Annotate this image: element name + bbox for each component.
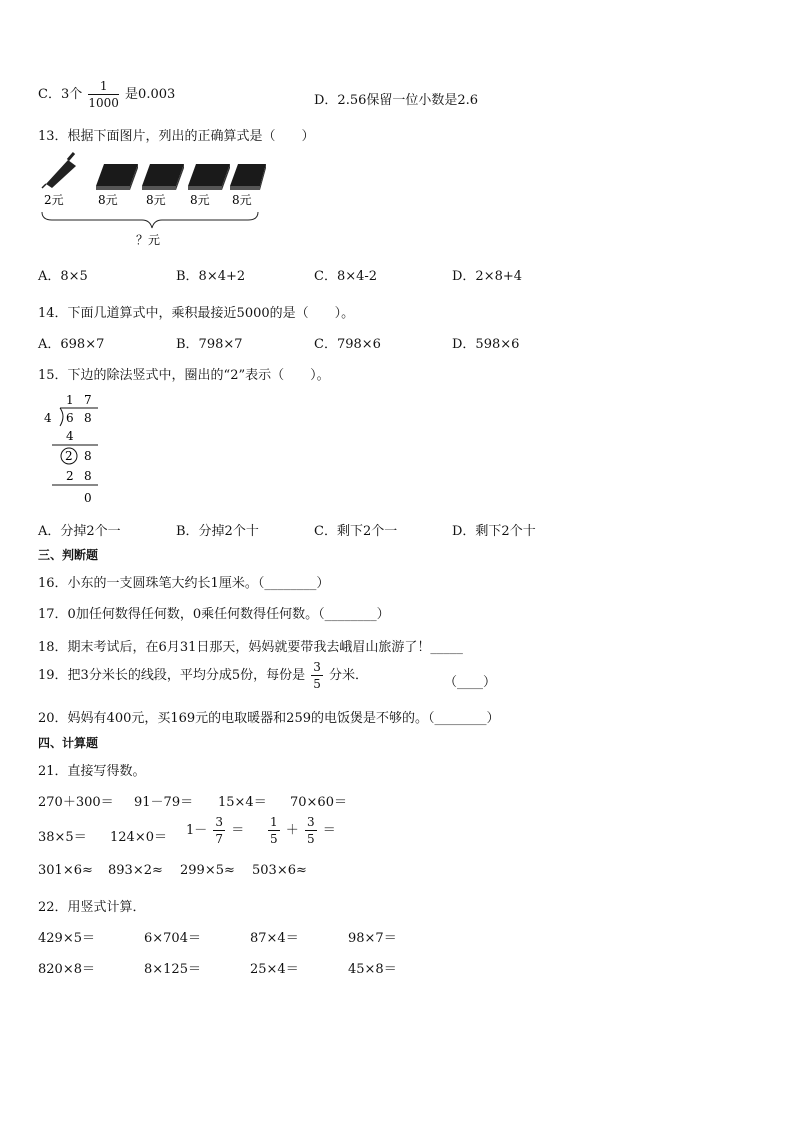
q19-prefix: 19．把3分米长的线段，平均分成5份，每份是 <box>38 668 306 683</box>
q15-option-c: C．剩下2个一 <box>314 524 398 539</box>
q15-stem: 15．下边的除法竖式中，圈出的“2”表示（ ）。 <box>38 368 330 383</box>
dividend-digit: 8 <box>84 411 92 425</box>
q17: 17．0加任何数得任何数，0乘任何数得任何数。（________） <box>38 607 390 622</box>
q21-item: 503×6≈ <box>252 863 307 878</box>
fraction-numerator: 1 <box>270 815 278 829</box>
step2-digit: 2 <box>66 469 74 483</box>
step2-digit: 8 <box>84 469 92 483</box>
section-title-calculation: 四、计算题 <box>38 736 99 750</box>
q18: 18．期末考试后，在6月31日那天，妈妈就要带我去峨眉山旅游了！_____ <box>38 640 463 655</box>
q21-item: 270＋300＝ <box>38 795 114 810</box>
quotient-digit: 1 <box>66 393 74 407</box>
q15-option-b: B．分掉2个十 <box>176 524 259 539</box>
price-label: 8元 <box>190 193 210 207</box>
book-icon <box>188 164 230 190</box>
q21-item: 38×5＝ <box>38 830 87 845</box>
q21-item: 299×5≈ <box>180 863 235 878</box>
q13-option-d: D．2×8+4 <box>452 269 523 284</box>
section-title-judgement: 三、判断题 <box>38 548 99 562</box>
q16: 16．小东的一支圆珠笔大约长1厘米。（________） <box>38 576 330 591</box>
fraction-denominator: 7 <box>215 832 224 846</box>
remainder-digit: 8 <box>84 449 92 463</box>
fraction-numerator: 3 <box>306 815 315 829</box>
q22-item: 87×4＝ <box>250 931 299 946</box>
q15-option-a: A．分掉2个一 <box>38 524 121 539</box>
q21-item: 893×2≈ <box>108 863 163 878</box>
q15-option-d: D．剩下2个十 <box>452 524 536 539</box>
q12-option-c-fraction <box>88 80 119 109</box>
q12-option-c <box>38 80 175 109</box>
book-icon <box>142 164 184 190</box>
q22-item: 6×704＝ <box>144 931 201 946</box>
long-division <box>38 390 108 508</box>
q19 <box>38 661 368 690</box>
step1-product: 4 <box>66 429 74 443</box>
q22-item: 820×8＝ <box>38 962 95 977</box>
q22-item: 98×7＝ <box>348 931 397 946</box>
q21-stem: 21．直接写得数。 <box>38 764 146 779</box>
fraction <box>305 816 317 845</box>
q13-option-b: B．8×4+2 <box>176 269 246 284</box>
fraction-denominator: 5 <box>306 832 315 846</box>
book-icon <box>230 164 266 190</box>
fraction-denominator: 5 <box>270 832 278 846</box>
fraction <box>268 816 280 845</box>
final-remainder: 0 <box>84 491 92 505</box>
q21-item: 70×60＝ <box>290 795 347 810</box>
q22-stem: 22．用竖式计算． <box>38 900 146 915</box>
expr-suffix: ＝ <box>322 823 336 838</box>
q13-option-a: A．8×5 <box>38 269 88 284</box>
total-label: ？元 <box>136 233 161 247</box>
divisor: 4 <box>44 411 52 425</box>
price-label: 8元 <box>146 193 166 207</box>
q22-item: 8×125＝ <box>144 962 201 977</box>
q13-stem: 13．根据下面图片，列出的正确算式是（ ） <box>38 129 315 144</box>
q13-option-c: C．8×4-2 <box>314 269 378 284</box>
fraction <box>213 816 225 845</box>
remainder-digit: 2 <box>65 449 73 463</box>
q14-option-c: C．798×6 <box>314 337 381 352</box>
q21-item: 124×0＝ <box>110 830 167 845</box>
price-label: 8元 <box>232 193 252 207</box>
q21-item-fraction-sum <box>266 816 336 845</box>
total-brace <box>42 212 258 228</box>
expr-prefix: 1－ <box>186 823 208 838</box>
book-icon <box>96 164 138 190</box>
q20: 20．妈妈有400元，买169元的电取暖器和259的电饭煲是不够的。（________） <box>38 711 500 726</box>
q21-item: 301×6≈ <box>38 863 93 878</box>
q21-item: 15×4＝ <box>218 795 267 810</box>
q14-option-d: D．598×6 <box>452 337 520 352</box>
dividend-digit: 6 <box>66 411 74 425</box>
q22-item: 25×4＝ <box>250 962 299 977</box>
price-label: 2元 <box>44 193 64 207</box>
q12-option-c-suffix: 是0.003 <box>125 87 176 102</box>
plus-sign: ＋ <box>285 823 299 838</box>
q14-stem: 14．下面几道算式中，乘积最接近5000的是（ ）。 <box>38 306 355 321</box>
q19-suffix: 分米． <box>329 668 369 683</box>
q22-item: 45×8＝ <box>348 962 397 977</box>
q12-option-d: D．2.56保留一位小数是2.6 <box>314 93 479 108</box>
quotient-digit: 7 <box>84 393 92 407</box>
fraction-numerator: 1 <box>88 80 119 95</box>
pen-icon <box>42 153 76 188</box>
fraction-denominator: 5 <box>313 677 321 691</box>
q12-option-c-prefix: C．3个 <box>38 87 83 102</box>
q21-item: 91－79＝ <box>134 795 194 810</box>
q14-option-a: A．698×7 <box>38 337 105 352</box>
q14-option-b: B．798×7 <box>176 337 243 352</box>
fraction-denominator: 1000 <box>88 96 119 110</box>
q13-picture <box>38 150 268 250</box>
price-label: 8元 <box>98 193 118 207</box>
q19-fraction <box>311 661 323 690</box>
q21-item-fraction-expr <box>186 816 244 845</box>
q19-blank: （____） <box>444 675 497 690</box>
expr-suffix: ＝ <box>231 823 245 838</box>
q22-item: 429×5＝ <box>38 931 95 946</box>
fraction-numerator: 3 <box>313 660 321 674</box>
fraction-numerator: 3 <box>215 815 224 829</box>
